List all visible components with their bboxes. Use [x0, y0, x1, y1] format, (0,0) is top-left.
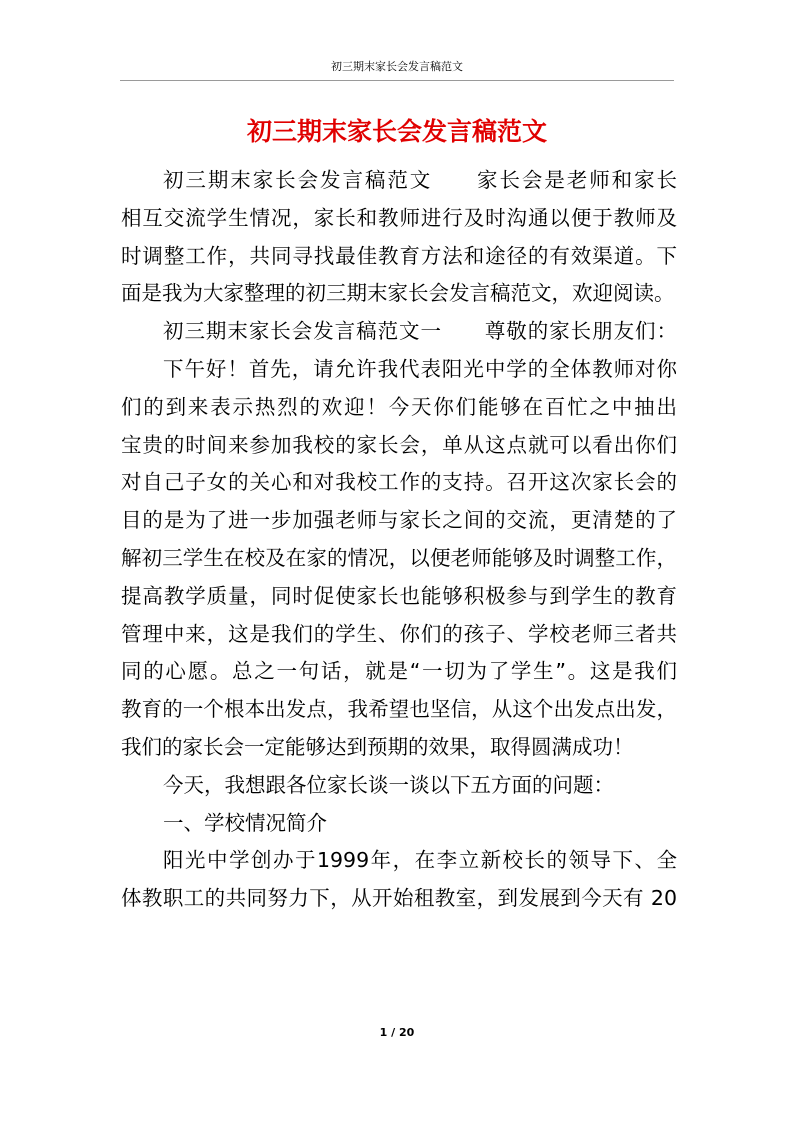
text-line: 下午好！首先，请允许我代表阳光中学的全体教师对你: [163, 356, 677, 381]
page-number: 1 / 20: [379, 1026, 415, 1039]
text-line: 目的是为了进一步加强老师与家长之间的交流，更清楚的了: [121, 508, 677, 533]
text-line: 我们的家长会一定能够达到预期的效果，取得圆满成功！: [121, 734, 634, 759]
text-line: 面是我为大家整理的初三期末家长会发言稿范文，欢迎阅读。: [121, 281, 675, 306]
text-line: 解初三学生在校及在家的情况，以便老师能够及时调整工作，: [121, 545, 677, 570]
text-line: 教育的一个根本出发点，我希望也坚信，从这个出发点出发，: [121, 697, 677, 722]
text-line: 对自己子女的关心和对我校工作的支持。召开这次家长会的: [121, 470, 677, 495]
running-header: 初三期末家长会发言稿范文: [331, 60, 463, 73]
section-heading: 一、学校情况简介: [163, 810, 327, 835]
text-line: 管理中来，这是我们的学生、你们的孩子、学校老师三者共: [121, 621, 677, 646]
header-divider: [120, 80, 674, 81]
text-line: 体教职工的共同努力下，从开始租教室，到发展到今天有 20: [121, 886, 677, 911]
text-line: 今天，我想跟各位家长谈一谈以下五方面的问题：: [163, 772, 614, 797]
document-body: [121, 162, 677, 918]
text-line: 初三期末家长会发言稿范文 家长会是老师和家长: [163, 168, 677, 192]
text-line: 提高教学质量，同时促使家长也能够积极参与到学生的教育: [121, 583, 677, 608]
text-line: 相互交流学生情况，家长和教师进行及时沟通以便于教师及: [121, 205, 677, 230]
text-line: 们的到来表示热烈的欢迎！今天你们能够在百忙之中抽出: [121, 394, 677, 419]
text-line: 阳光中学创办于1999年，在李立新校长的领导下、全: [163, 848, 677, 873]
text-line: 时调整工作，共同寻找最佳教育方法和途径的有效渠道。下: [121, 243, 677, 268]
document-title: 初三期末家长会发言稿范文: [246, 117, 547, 146]
text-line: 初三期末家长会发言稿范文一 尊敬的家长朋友们：: [163, 319, 677, 344]
text-line: 同的心愿。总之一句话，就是“一切为了学生”。这是我们: [121, 659, 677, 684]
text-line: 宝贵的时间来参加我校的家长会，单从这点就可以看出你们: [121, 432, 677, 457]
